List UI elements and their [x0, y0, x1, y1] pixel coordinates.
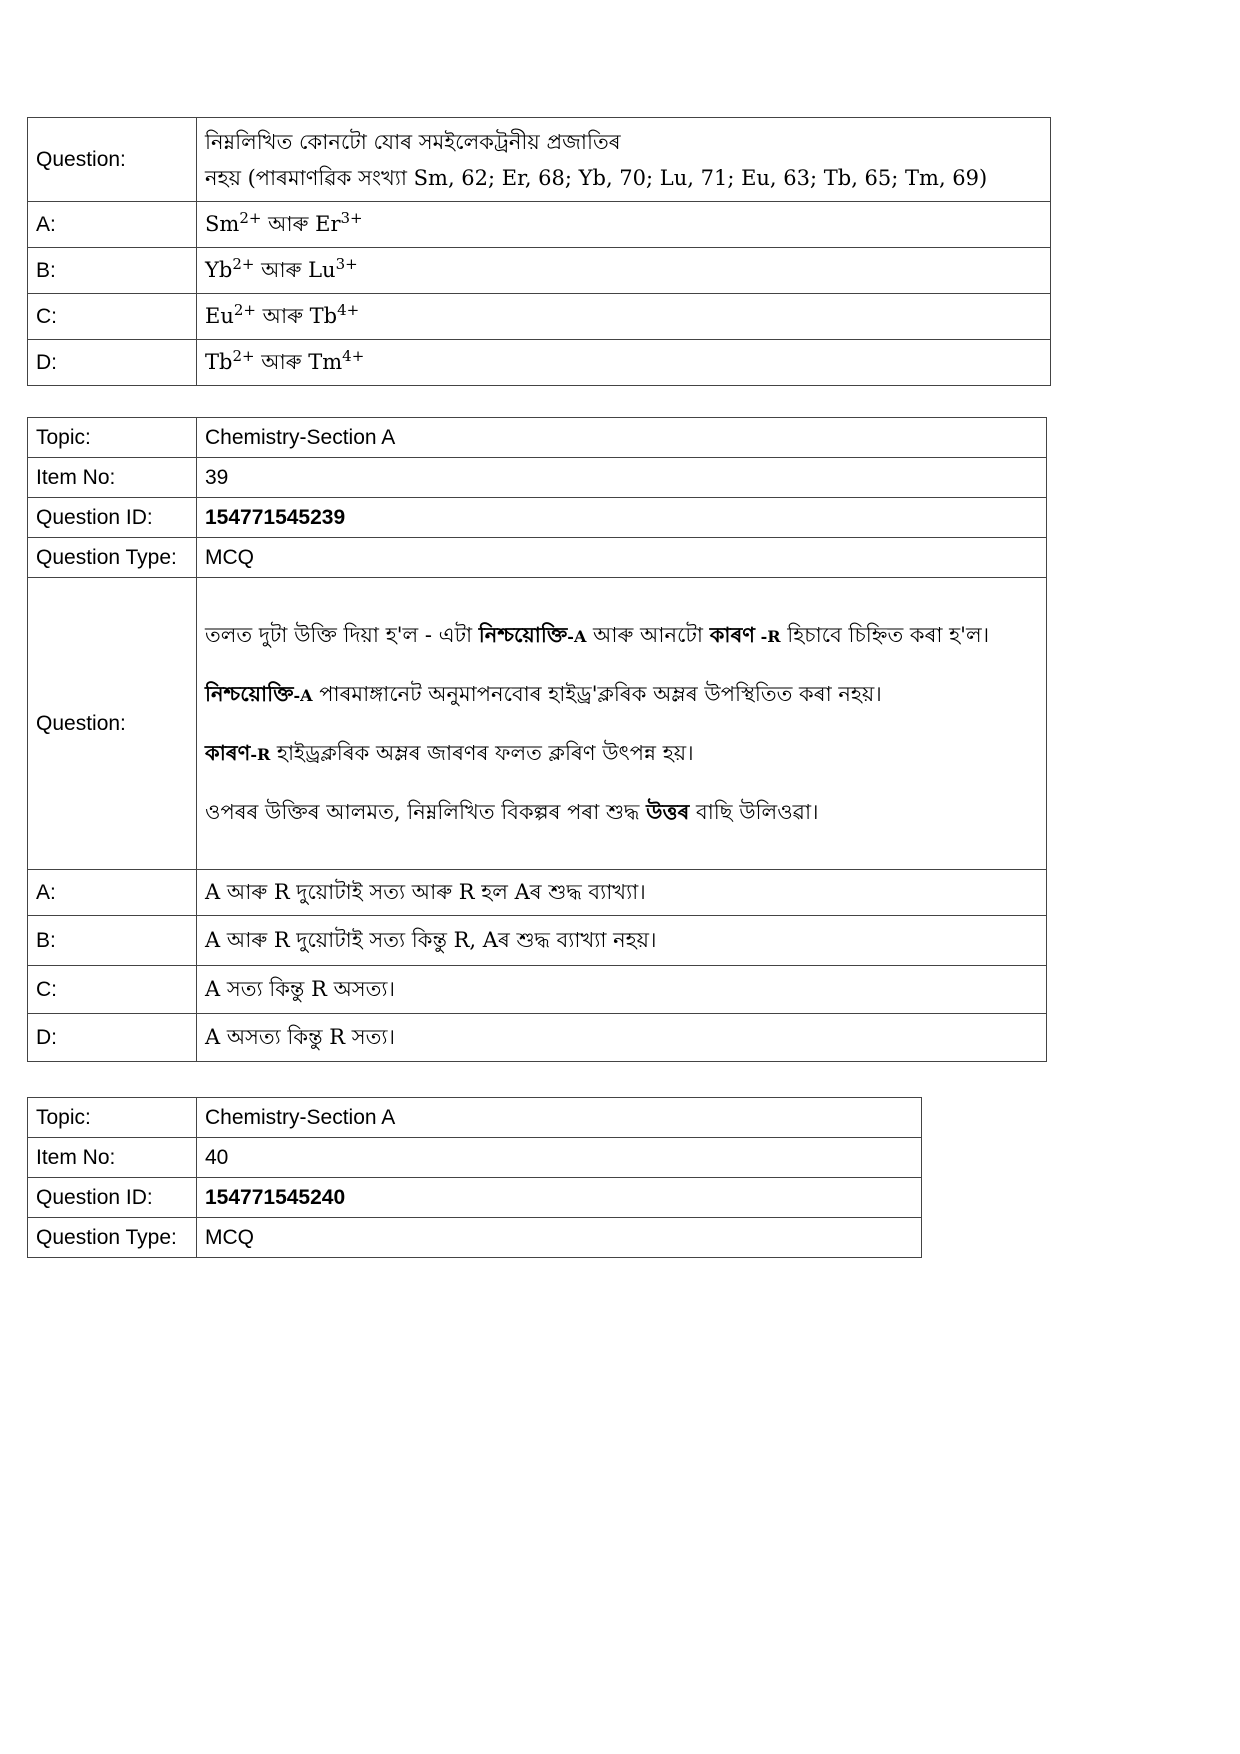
item-label: Item No: [28, 1138, 197, 1178]
option-text [197, 248, 1051, 294]
option-row-a [28, 870, 1047, 916]
topic-value: Chemistry-Section A [197, 418, 1047, 458]
question-id-value: 154771545239 [197, 498, 1047, 538]
question-label: Question: [28, 118, 197, 202]
charge: 4+ [342, 347, 365, 365]
question-id-label: Question ID: [28, 1178, 197, 1218]
charge: 2+ [232, 347, 255, 365]
question-type-row [28, 538, 1047, 578]
ion: Tb [205, 350, 233, 374]
conjunction: আৰু [255, 304, 310, 328]
option-text [197, 202, 1051, 248]
option-label: B: [28, 248, 197, 294]
question-text [197, 578, 1047, 870]
topic-label: Topic: [28, 1098, 197, 1138]
item-value: 39 [197, 458, 1047, 498]
topic-value: Chemistry-Section A [197, 1098, 922, 1138]
conjunction: আৰু [254, 258, 309, 282]
option-text: A আৰু R দুয়োটাই সত্য আৰু R হল Aৰ শুদ্ধ ব্যাখ্যা। [197, 870, 1047, 916]
option-label: B: [28, 916, 197, 966]
assertion-tag: -A [293, 686, 313, 705]
assertion-term: নিশ্চয়োক্তি [478, 622, 568, 647]
question-text [197, 118, 1051, 202]
option-label: D: [28, 1014, 197, 1062]
topic-row [28, 418, 1047, 458]
ion: Er [315, 212, 341, 236]
question-label: Question: [28, 578, 197, 870]
conjunction: আৰু [254, 350, 309, 374]
assertion-statement [205, 676, 1038, 713]
charge: 3+ [335, 255, 358, 273]
conjunction: আৰু [261, 212, 316, 236]
option-label: A: [28, 202, 197, 248]
question-39-table [27, 417, 1047, 1062]
option-text: A সত্য কিন্তু R অসত্য। [197, 966, 1047, 1014]
question-row [28, 578, 1047, 870]
assertion-tag: -A [567, 627, 587, 646]
option-text: A আৰু R দুয়োটাই সত্য কিন্তু R, Aৰ শুদ্ধ ব্যাখ্যা নহয়। [197, 916, 1047, 966]
charge: 4+ [337, 301, 360, 319]
ion: Tm [308, 350, 343, 374]
question-38-table [27, 117, 1051, 386]
question-type-value: MCQ [197, 538, 1047, 578]
option-label: C: [28, 966, 197, 1014]
option-text [197, 294, 1051, 340]
reason-tag: -R [250, 745, 271, 764]
option-row-d [28, 340, 1051, 386]
option-text [197, 340, 1051, 386]
option-row-c [28, 966, 1047, 1014]
question-line-1: নিম্নলিখিত কোনটো যোৰ সমইলেকট্ৰনীয় প্ৰজাতিৰ [205, 129, 621, 154]
text: ওপৰৰ উক্তিৰ আলমত, নিম্নলিখিত বিকল্পৰ পৰা শুদ্ধ [205, 800, 647, 824]
question-id-label: Question ID: [28, 498, 197, 538]
charge: 3+ [340, 209, 363, 227]
charge: 2+ [232, 255, 255, 273]
reason-tag: -R [755, 627, 781, 646]
item-row [28, 1138, 922, 1178]
question-type-label: Question Type: [28, 1218, 197, 1258]
answer-term: উত্তৰ [646, 799, 690, 824]
question-id-row [28, 1178, 922, 1218]
ion: Lu [308, 258, 336, 282]
option-row-d [28, 1014, 1047, 1062]
question-type-value: MCQ [197, 1218, 922, 1258]
question-row [28, 118, 1051, 202]
assertion-term: নিশ্চয়োক্তি [205, 681, 294, 706]
text: পাৰমাঙ্গানেট অনুমাপনবোৰ হাইড্ৰ'ক্লৰিক অম্লৰ উপস্থিতিত কৰা নহয়। [312, 682, 882, 706]
option-row-b [28, 916, 1047, 966]
option-label: C: [28, 294, 197, 340]
reason-statement [205, 735, 1038, 772]
option-label: D: [28, 340, 197, 386]
option-row-b [28, 248, 1051, 294]
item-row [28, 458, 1047, 498]
ion: Eu [205, 304, 234, 328]
option-row-a [28, 202, 1051, 248]
option-row-c [28, 294, 1051, 340]
instruction [205, 794, 1038, 830]
question-id-value: 154771545240 [197, 1178, 922, 1218]
reason-term: কাৰণ [205, 740, 251, 765]
text: বাছি উলিওৱা। [689, 800, 819, 824]
question-id-row [28, 498, 1047, 538]
text: তলত দুটা উক্তি দিয়া হ'ল - এটা [205, 623, 479, 647]
question-line-2: নহয় (পাৰমাণৱিক সংখ্যা Sm, 62; Er, 68; Yb, 70; Lu, 71; Eu, 63; Tb, 65; Tm, 69) [205, 165, 988, 190]
charge: 2+ [233, 301, 256, 319]
option-label: A: [28, 870, 197, 916]
question-intro [205, 617, 1038, 654]
ion: Tb [309, 304, 338, 328]
text: আৰু আনটো [586, 623, 710, 647]
charge: 2+ [239, 209, 262, 227]
topic-label: Topic: [28, 418, 197, 458]
item-value: 40 [197, 1138, 922, 1178]
option-text: A অসত্য কিন্তু R সত্য। [197, 1014, 1047, 1062]
reason-term: কাৰণ [709, 622, 756, 647]
question-type-row [28, 1218, 922, 1258]
item-label: Item No: [28, 458, 197, 498]
text: হিচাবে চিহ্নিত কৰা হ'ল। [780, 623, 990, 647]
ion: Sm [205, 212, 240, 236]
topic-row [28, 1098, 922, 1138]
text: হাইড্ৰক্লৰিক অম্লৰ জাৰণৰ ফলত ক্লৰিণ উৎপন্ন হয়। [270, 741, 694, 765]
ion: Yb [205, 258, 233, 282]
question-40-table [27, 1097, 922, 1258]
question-type-label: Question Type: [28, 538, 197, 578]
